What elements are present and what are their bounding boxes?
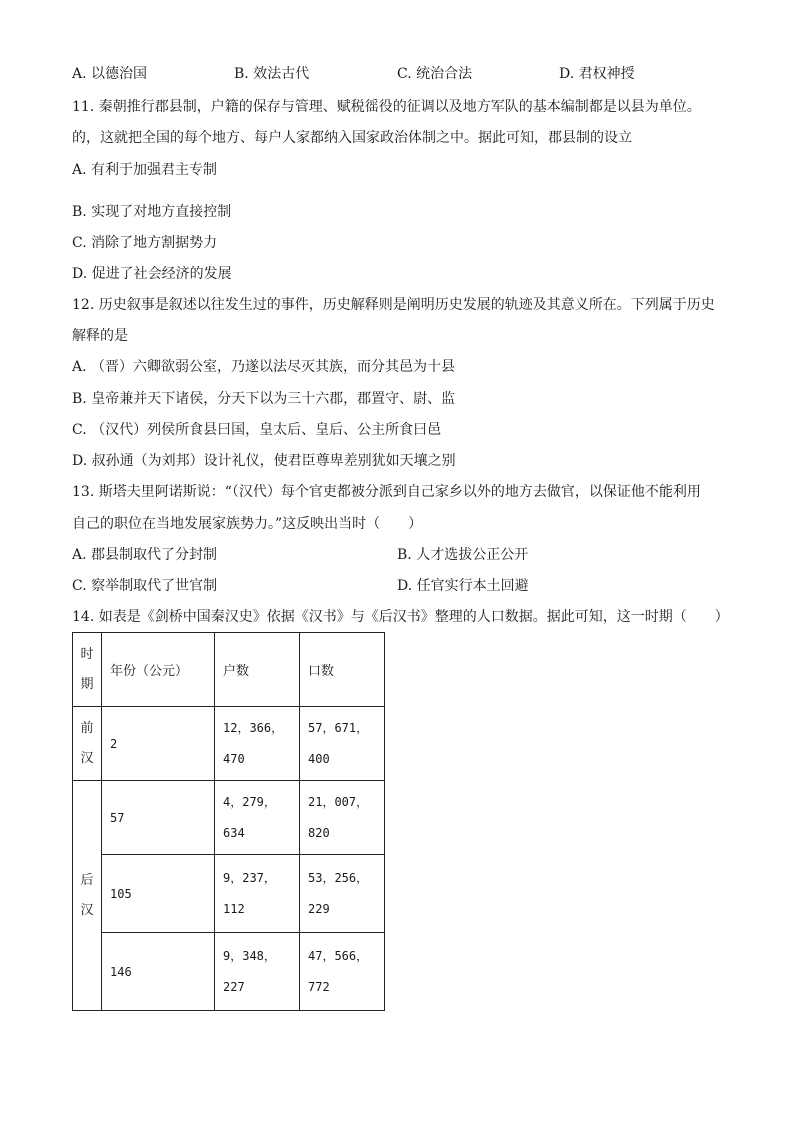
q10-option-b: B. 效法古代 bbox=[234, 66, 310, 82]
table-row bbox=[73, 781, 385, 855]
q13-option-d: D. 任官实行本土回避 bbox=[397, 578, 529, 594]
q11-option-b: B. 实现了对地方直接控制 bbox=[72, 204, 232, 220]
q10-option-a: A. 以德治国 bbox=[72, 66, 148, 82]
q13-option-a: A. 郡县制取代了分封制 bbox=[72, 547, 218, 563]
population-cell: 53，256， 229 bbox=[300, 855, 385, 933]
q12-option-a: A. （晋）六卿欲弱公室，乃遂以法尽灭其族，而分其邑为十县 bbox=[72, 359, 456, 375]
q11-stem-line2: 的，这就把全国的每个地方、每户人家都纳入国家政治体制之中。据此可知，郡县制的设立 bbox=[72, 130, 632, 146]
header-year: 年份（公元） bbox=[102, 633, 215, 707]
q12-stem-line2: 解释的是 bbox=[72, 328, 128, 344]
period-former-han: 前 汉 bbox=[73, 707, 102, 781]
q13-stem-line2: 自己的职位在当地发展家族势力。”这反映出当时（ ） bbox=[72, 516, 423, 532]
year-cell: 105 bbox=[102, 855, 215, 933]
households-cell: 4，279， 634 bbox=[215, 781, 300, 855]
population-cell: 47，566， 772 bbox=[300, 933, 385, 1011]
q11-stem-line1: 11. 秦朝推行郡县制，户籍的保存与管理、赋税徭役的征调以及地方军队的基本编制都是以县为单位。 bbox=[72, 99, 701, 115]
households-cell: 12，366， 470 bbox=[215, 707, 300, 781]
q11-option-d: D. 促进了社会经济的发展 bbox=[72, 266, 232, 282]
population-table bbox=[72, 632, 385, 1011]
period-later-han: 后 汉 bbox=[73, 781, 102, 1011]
table-header-row bbox=[73, 633, 385, 707]
q11-option-a: A. 有利于加强君主专制 bbox=[72, 162, 218, 178]
q11-option-c: C. 消除了地方割据势力 bbox=[72, 235, 218, 251]
header-population: 口数 bbox=[300, 633, 385, 707]
q13-option-c: C. 察举制取代了世官制 bbox=[72, 578, 218, 594]
q13-option-b: B. 人才选拔公正公开 bbox=[397, 547, 529, 563]
year-cell: 146 bbox=[102, 933, 215, 1011]
table-row bbox=[73, 933, 385, 1011]
q13-stem-line1: 13. 斯塔夫里阿诺斯说：“（汉代）每个官吏都被分派到自己家乡以外的地方去做官，以保证他不能利用 bbox=[72, 484, 701, 500]
q14-stem: 14. 如表是《剑桥中国秦汉史》依据《汉书》与《后汉书》整理的人口数据。据此可知，这一时期（ ） bbox=[72, 609, 729, 625]
year-cell: 2 bbox=[102, 707, 215, 781]
q12-option-b: B. 皇帝兼并天下诸侯，分天下以为三十六郡，郡置守、尉、监 bbox=[72, 391, 456, 407]
q12-option-c: C. （汉代）列侯所食县曰国，皇太后、皇后、公主所食曰邑 bbox=[72, 422, 442, 438]
households-cell: 9，348， 227 bbox=[215, 933, 300, 1011]
q12-option-d: D. 叔孙通（为刘邦）设计礼仪，使君臣尊卑差别犹如天壤之别 bbox=[72, 453, 456, 469]
table-row bbox=[73, 855, 385, 933]
population-cell: 57，671， 400 bbox=[300, 707, 385, 781]
header-period: 时 期 bbox=[73, 633, 102, 707]
year-cell: 57 bbox=[102, 781, 215, 855]
q10-option-c: C. 统治合法 bbox=[397, 66, 473, 82]
q10-option-d: D. 君权神授 bbox=[559, 66, 635, 82]
households-cell: 9，237， 112 bbox=[215, 855, 300, 933]
q12-stem-line1: 12. 历史叙事是叙述以往发生过的事件，历史解释则是阐明历史发展的轨迹及其意义所在。下列属于历史 bbox=[72, 297, 715, 313]
population-cell: 21，007， 820 bbox=[300, 781, 385, 855]
table-row bbox=[73, 707, 385, 781]
header-households: 户数 bbox=[215, 633, 300, 707]
